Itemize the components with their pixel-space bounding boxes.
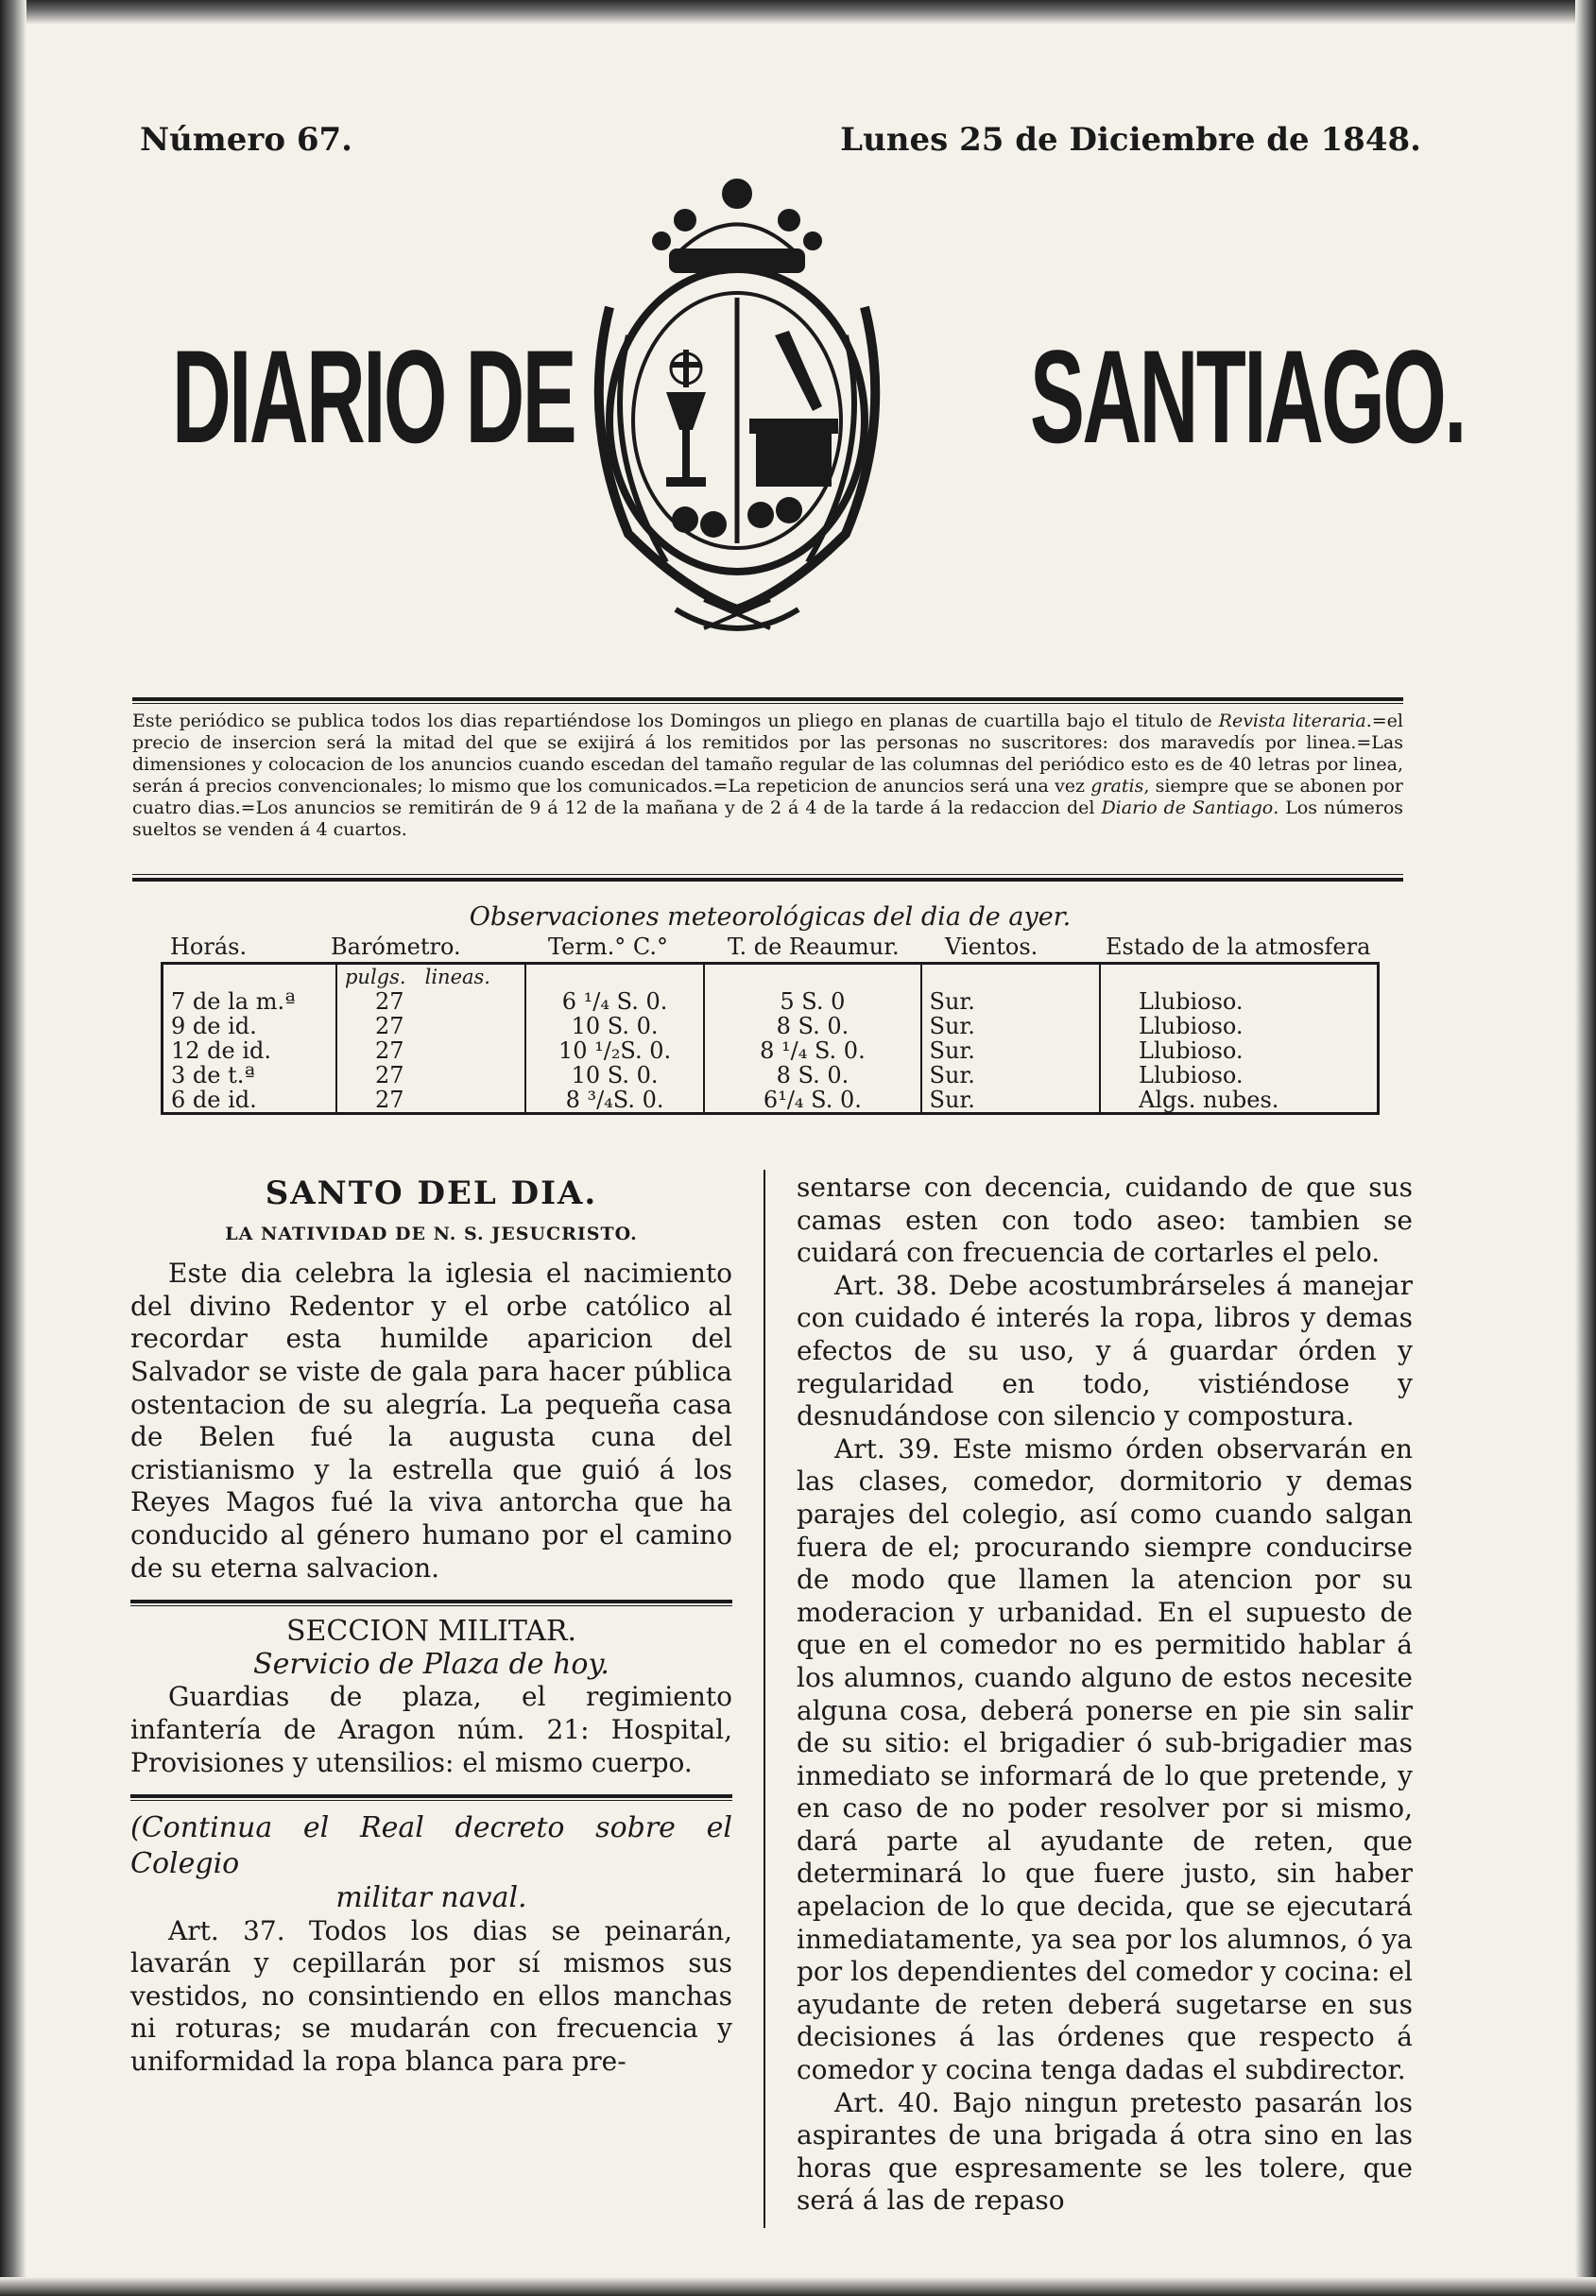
weather-header-hours: Horás.	[170, 934, 248, 960]
weather-cell: 6 ¹/₄ S. 0.	[525, 989, 704, 1014]
notice-top-rule-thin	[132, 703, 1403, 704]
weather-cell: 8 S. 0.	[704, 1014, 920, 1038]
notice-top-rule	[132, 697, 1403, 701]
weather-cell: 27	[336, 1063, 525, 1088]
column-divider	[764, 1170, 765, 2228]
unit-lineas: lineas.	[424, 966, 490, 988]
militar-text: Guardias de plaza, el regimiento infantería de Aragon núm. 21: Hospital, Provisiones y utensilios: el mismo cuerpo.	[130, 1681, 732, 1778]
left-column	[130, 1172, 732, 2079]
weather-cell: 27	[336, 989, 525, 1014]
notice-gratis: gratis	[1090, 776, 1144, 797]
article-40: Art. 40. Bajo ningun pretesto pasarán los aspirantes de una brigada á otra sino en las horas que espresamente se les tolere, que será á las de repaso	[797, 2086, 1413, 2217]
weather-cell: 8 S. 0.	[704, 1063, 920, 1088]
weather-cell: Llubioso.	[1100, 1014, 1378, 1038]
unit-pulgs: pulgs.	[344, 966, 406, 988]
masthead-title-left: DIARIO DE	[172, 322, 575, 471]
weather-row	[163, 1088, 1379, 1114]
weather-cell: 10 S. 0.	[525, 1063, 704, 1088]
weather-title: Observaciones meteorológicas del dia de ayer.	[469, 902, 1072, 932]
issue-date: Lunes 25 de Diciembre de 1848.	[840, 121, 1421, 159]
weather-cell: 8 ³/₄S. 0.	[525, 1088, 704, 1114]
section-rule-thin	[130, 1605, 732, 1606]
weather-cell: Llubioso.	[1100, 1038, 1378, 1063]
weather-cell: Llubioso.	[1100, 989, 1378, 1014]
weather-header-barometer: Barómetro.	[331, 934, 461, 960]
notice-text-1: Este periódico se publica todos los dias repartiéndose los Domingos un pliego en planas de cuartilla bajo el titulo de	[132, 711, 1219, 731]
weather-cell: 3 de t.ª	[171, 1062, 255, 1088]
weather-header-row	[161, 934, 1380, 960]
article-38: Art. 38. Debe acostumbrárseles á manejar con cuidado é interés la ropa, libros y demas efectos de su uso, y á guardar órden y regularidad en todo, vistiéndose y desnudándose con silencio y compostura.	[797, 1269, 1413, 1432]
weather-cell: 27	[336, 1088, 525, 1114]
santo-text: Este dia celebra la iglesia el nacimiento del divino Redentor y el orbe católico al recordar esta humilde aparicion del Salvador se viste de gala para hacer pública ostentacion de su alegría. La pequeña casa de Belen fué la augusta cuna del cristianismo y la estrella que guió á los Reyes Magos fué la viva antorcha que ha conducido al género humano por el camino de su eterna salvacion.	[130, 1258, 732, 1584]
page-edge-bottom	[0, 2277, 1596, 2296]
weather-cell: 27	[336, 1014, 525, 1038]
section-rule	[130, 1794, 732, 1798]
weather-cell: Sur.	[921, 989, 1100, 1014]
weather-cell: Sur.	[921, 1088, 1100, 1114]
weather-cell: Algs. nubes.	[1100, 1088, 1378, 1114]
weather-cell: 12 de id.	[171, 1037, 272, 1064]
section-rule	[130, 1600, 732, 1603]
notice-bottom-rule-thin	[132, 874, 1403, 875]
weather-row	[163, 1063, 1379, 1088]
militar-title: SECCION MILITAR.	[285, 1615, 577, 1649]
notice-text-2: .=el precio de insercion será la mitad del que se exijirá á los remitidos por las personas no suscritores: dos maravedís por linea.=Las dimensiones y colocacion de los anuncios cuando escedan del tamaño regular de las columnas del periódico esto es de 40 letras por linea, serán á precios convencionales; lo mismo que los comunicados.=La repeticion de anuncios será una vez	[132, 711, 1403, 797]
decreto-heading-2: militar naval.	[335, 1881, 527, 1915]
masthead-title-right: SANTIAGO.	[1030, 322, 1465, 471]
article-37: Art. 37. Todos los dias se peinarán, lavarán y cepillarán por sí mismos sus vestidos, no consintiendo en ellos manchas ni roturas; se mudarán con frecuencia y uniformidad la ropa blanca para pre-	[130, 1914, 732, 2078]
weather-header-winds: Vientos.	[945, 934, 1038, 960]
page-edge-right	[1575, 0, 1596, 2296]
weather-cell: 9 de id.	[171, 1013, 257, 1039]
weather-cell: 5 S. 0	[704, 989, 920, 1014]
weather-cell: 7 de la m.ª	[171, 988, 296, 1015]
weather-row	[163, 1014, 1379, 1038]
weather-header-celsius: Term.° C.°	[548, 934, 668, 960]
weather-observations	[161, 902, 1380, 1115]
notice-text-4: . Los números sueltos se venden á 4 cuartos.	[132, 797, 1404, 840]
weather-cell: Llubioso.	[1100, 1063, 1378, 1088]
section-rule-thin	[130, 1800, 732, 1801]
notice-bottom-rule	[132, 878, 1403, 882]
militar-subtitle: Servicio de Plaza de hoy.	[253, 1647, 609, 1681]
weather-cell: 8 ¹/₄ S. 0.	[704, 1038, 920, 1063]
notice-diario: Diario de Santiago	[1101, 797, 1274, 818]
weather-cell: 10 ¹/₂S. 0.	[525, 1038, 704, 1063]
weather-row	[163, 1038, 1379, 1063]
right-column	[797, 1172, 1413, 2218]
weather-cell: Sur.	[921, 1014, 1100, 1038]
publication-notice	[132, 711, 1403, 841]
coat-of-arms-icon	[572, 165, 902, 657]
weather-row	[163, 989, 1379, 1014]
weather-cell: Sur.	[921, 1038, 1100, 1063]
decreto-heading: (Continua el Real decreto sobre el Colegio	[130, 1811, 732, 1881]
issue-number: Número 67.	[140, 121, 352, 159]
weather-cell: 6 de id.	[171, 1087, 257, 1113]
article-continuation: sentarse con decencia, cuidando de que sus camas esten con todo aseo: tambien se cuidará con frecuencia de cortarles el pelo.	[797, 1172, 1413, 1269]
weather-cell: 6¹/₄ S. 0.	[704, 1088, 920, 1114]
weather-cell: 27	[336, 1038, 525, 1063]
weather-header-atmosphere: Estado de la atmosfera	[1106, 934, 1371, 960]
weather-cell: 10 S. 0.	[525, 1014, 704, 1038]
notice-text-3: , siempre que se abonen por cuatro dias.=Los anuncios se remitirán de 9 á 12 de la mañana y de 2 á 4 de la tarde á la redaccion del	[132, 776, 1403, 818]
santo-title: SANTO DEL DIA.	[265, 1174, 598, 1212]
article-39: Art. 39. Este mismo órden observarán en las clases, comedor, dormitorio y demas parajes del colegio, así como cuando salgan fuera de el; procurando siempre conducirse de modo que llamen la atencion por su moderacion y urbanidad. En el supuesto de que en el comedor no es permitido hablar á los alumnos, cuando alguno de estos necesite alguna cosa, deberá ponerse en pie sin salir de su sitio: el brigadier ó sub-brigadier mas inmediato se informará de lo que pretende, y en caso de no poder resolver por si mismo, dará parte al ayudante de reten, que determinará lo que fuere justo, sin haber apelacion de lo que decida, que se ejecutará inmediatamente, ya sea por los alumnos, ó ya por los dependientes del comedor y cocina: el ayudante de reten deberá sugetarse en sus decisiones á las órdenes que respecto á comedor y cocina tenga dadas el subdirector.	[797, 1432, 1413, 2086]
weather-header-reaumur: T. de Reaumur.	[728, 934, 900, 960]
weather-units-row	[163, 964, 1379, 990]
santo-subtitle: LA NATIVIDAD DE N. S. JESUCRISTO.	[225, 1223, 638, 1244]
notice-revista: Revista literaria	[1218, 711, 1366, 731]
page-edge-left	[0, 0, 26, 2296]
weather-table	[161, 962, 1380, 1115]
weather-cell: Sur.	[921, 1063, 1100, 1088]
page-edge-top	[0, 0, 1596, 25]
